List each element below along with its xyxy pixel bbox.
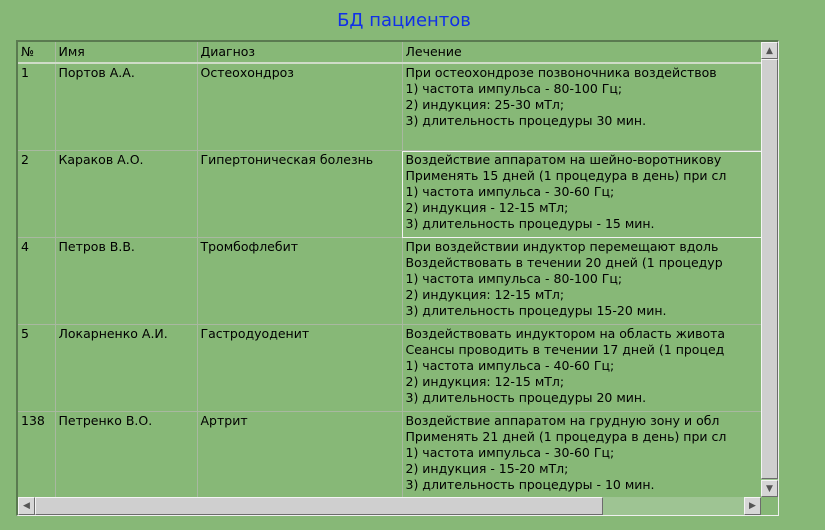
cell-name[interactable]: Портов А.А. xyxy=(55,63,197,151)
patients-grid[interactable] xyxy=(16,40,779,516)
arrow-right-icon[interactable]: ▶ xyxy=(744,497,761,515)
column-header-name[interactable]: Имя xyxy=(55,42,197,63)
scrollbar-corner xyxy=(761,497,778,515)
treatment-line: Применять 21 дней (1 процедура в день) при сл xyxy=(405,429,727,444)
header-row xyxy=(18,42,761,63)
table-row[interactable] xyxy=(18,325,761,412)
treatment-line: 2) индукция - 12-15 мТл; xyxy=(405,200,569,215)
treatment-line: 3) длительность процедуры 20 мин. xyxy=(405,390,647,405)
table-row[interactable] xyxy=(18,412,761,498)
cell-treatment[interactable] xyxy=(402,238,761,325)
cell-name[interactable]: Караков А.О. xyxy=(55,151,197,238)
treatment-line: При остеохондрозе позвоночника воздействов xyxy=(405,65,717,80)
treatment-line: При воздействии индуктор перемещают вдоль xyxy=(405,239,719,254)
cell-num[interactable]: 2 xyxy=(18,151,55,238)
cell-treatment[interactable] xyxy=(402,325,761,412)
cell-name[interactable]: Локарненко А.И. xyxy=(55,325,197,412)
cell-diagnosis[interactable]: Гипертоническая болезнь xyxy=(197,151,402,238)
treatment-line: 1) частота импульса - 80-100 Гц; xyxy=(405,81,623,96)
treatment-line: 2) индукция - 15-20 мТл; xyxy=(405,461,569,476)
vertical-scrollbar[interactable] xyxy=(761,42,778,497)
treatment-line: 3) длительность процедуры 15-20 мин. xyxy=(405,303,667,318)
cell-diagnosis[interactable]: Артрит xyxy=(197,412,402,498)
cell-treatment[interactable] xyxy=(402,412,761,498)
table-row[interactable] xyxy=(18,238,761,325)
treatment-line: 1) частота импульса - 40-60 Гц; xyxy=(405,358,615,373)
cell-diagnosis[interactable]: Остеохондроз xyxy=(197,63,402,151)
table-row[interactable] xyxy=(18,63,761,151)
patients-table xyxy=(18,42,761,497)
horizontal-scrollbar[interactable] xyxy=(18,497,761,515)
treatment-line: 2) индукция: 12-15 мТл; xyxy=(405,287,565,302)
treatment-line: Сеансы проводить в течении 17 дней (1 процед xyxy=(405,342,725,357)
treatment-line: Воздействие аппаратом на грудную зону и обл xyxy=(405,413,720,428)
horizontal-scroll-thumb[interactable] xyxy=(35,497,603,515)
treatment-line: Воздействовать индуктором на область живота xyxy=(405,326,726,341)
cell-treatment[interactable] xyxy=(402,151,761,238)
page-title: БД пациентов xyxy=(337,10,471,31)
cell-treatment[interactable] xyxy=(402,63,761,151)
table-row[interactable] xyxy=(18,151,761,238)
treatment-line: 3) длительность процедуры - 15 мин. xyxy=(405,216,655,231)
column-header-diagnosis[interactable]: Диагноз xyxy=(197,42,402,63)
treatment-line: 3) длительность процедуры - 10 мин. xyxy=(405,477,655,492)
vertical-scroll-thumb[interactable] xyxy=(761,59,778,479)
cell-num[interactable]: 5 xyxy=(18,325,55,412)
arrow-up-icon[interactable]: ▲ xyxy=(761,42,778,59)
cell-num[interactable]: 1 xyxy=(18,63,55,151)
arrow-down-icon[interactable]: ▼ xyxy=(761,480,778,497)
arrow-left-icon[interactable]: ◀ xyxy=(18,497,35,515)
column-header-num[interactable]: № xyxy=(18,42,55,63)
column-header-treatment[interactable]: Лечение xyxy=(402,42,761,63)
cell-diagnosis[interactable]: Тромбофлебит xyxy=(197,238,402,325)
treatment-line: 1) частота импульса - 30-60 Гц; xyxy=(405,184,615,199)
treatment-line: Воздействие аппаратом на шейно-воротникову xyxy=(405,152,722,167)
treatment-line: Воздействовать в течении 20 дней (1 процедур xyxy=(405,255,723,270)
treatment-line: Применять 15 дней (1 процедура в день) при сл xyxy=(405,168,727,183)
treatment-line: 1) частота импульса - 30-60 Гц; xyxy=(405,445,615,460)
cell-num[interactable]: 4 xyxy=(18,238,55,325)
cell-name[interactable]: Петров В.В. xyxy=(55,238,197,325)
grid-viewport xyxy=(18,42,761,497)
cell-diagnosis[interactable]: Гастродуоденит xyxy=(197,325,402,412)
treatment-line: 2) индукция: 25-30 мТл; xyxy=(405,97,565,112)
treatment-line: 3) длительность процедуры 30 мин. xyxy=(405,113,647,128)
treatment-line: 1) частота импульса - 80-100 Гц; xyxy=(405,271,623,286)
treatment-line: 2) индукция: 12-15 мТл; xyxy=(405,374,565,389)
cell-num[interactable]: 138 xyxy=(18,412,55,498)
cell-name[interactable]: Петренко В.О. xyxy=(55,412,197,498)
